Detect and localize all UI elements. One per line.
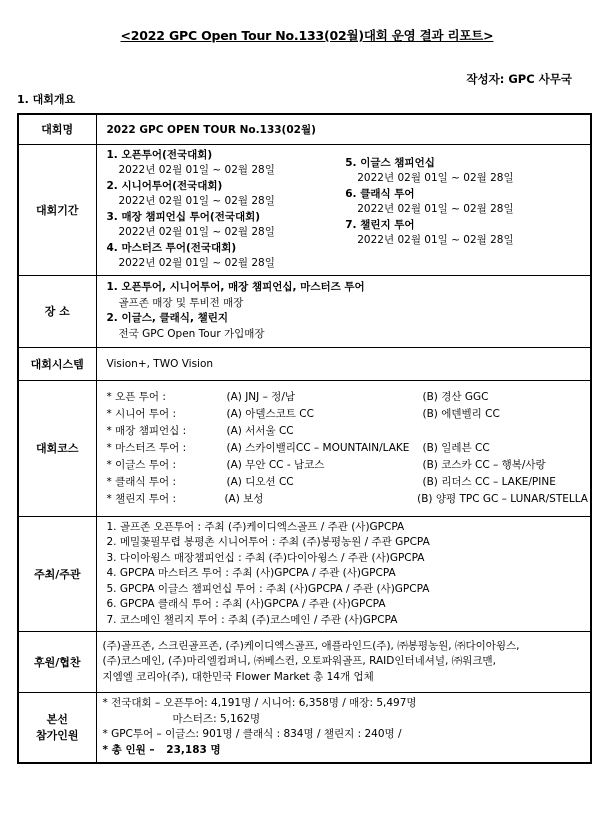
period-item-date: 2022년 02월 01일 ~ 02월 28일 — [357, 172, 514, 184]
host-line: 1. 골프존 오픈투어 : 주최 (주)케이디엑스골프 / 주관 (사)GPCPA — [106, 520, 405, 533]
value-participants — [96, 693, 591, 763]
period-item-date: 2022년 02월 01일 ~ 02월 28일 — [357, 234, 514, 246]
value-system: Vision+, TWO Vision — [96, 347, 591, 380]
label-venue: 장 소 — [18, 275, 96, 347]
label-period: 대회기간 — [18, 144, 96, 275]
venue-item-name: 1. 오픈투어, 시니어투어, 매장 챔피언십, 마스터즈 투어 — [106, 281, 365, 293]
period-item-date: 2022년 02월 01일 ~ 02월 28일 — [357, 203, 514, 215]
label-system: 대회시스템 — [18, 347, 96, 380]
value-courses — [96, 380, 591, 516]
row-sponsors — [18, 632, 591, 693]
course-tour: * 클래식 투어 : — [106, 475, 177, 488]
period-item-name: 1. 오픈투어(전국대회) — [106, 148, 213, 161]
label-participants — [18, 693, 96, 763]
row-hosts — [18, 516, 591, 632]
period-item-date: 2022년 02월 01일 ~ 02월 28일 — [118, 164, 275, 176]
period-right-column — [345, 148, 584, 272]
venue-item-desc: 골프존 매장 및 투비전 매장 — [118, 296, 244, 309]
period-item-date: 2022년 02월 01일 ~ 02월 28일 — [118, 226, 275, 238]
course-row — [107, 474, 589, 491]
host-line: 6. GPCPA 클래식 투어 : 주최 (사)GPCPA / 주관 (사)GPCPA — [106, 598, 386, 610]
course-tour: * 이글스 투어 : — [106, 458, 177, 471]
label-hosts: 주최/주관 — [18, 516, 96, 632]
label-name: 대회명 — [18, 114, 96, 144]
label-participants-1: 본선 — [46, 713, 68, 727]
sponsor-line: 지엠엘 코리아(주), 대한민국 Flower Market 총 14개 업체 — [102, 670, 374, 683]
participants-line-1: * 전국대회 – 오픈투어: 4,191명 / 시니어: 6,358명 / 매장: 5,497명 — [102, 697, 417, 710]
period-item-name: 3. 매장 챔피언십 투어(전국대회) — [106, 210, 261, 223]
participants-line-2: 마스터즈: 5,162명 — [172, 712, 261, 725]
sponsor-line: (주)골프존, 스크린골프존, (주)케이디엑스골프, 애플라인드(주), ㈜봉평농원, ㈜다이아윙스, — [102, 639, 520, 652]
venue-item-desc: 전국 GPC Open Tour 가입매장 — [118, 327, 265, 340]
row-venue — [18, 275, 591, 347]
course-row — [107, 440, 589, 457]
label-sponsors: 후원/협찬 — [18, 632, 96, 693]
course-a: (A) 스카이밸리CC – MOUNTAIN/LAKE — [226, 441, 410, 454]
period-left-column — [107, 148, 346, 272]
venue-item-name: 2. 이글스, 클래식, 챌린지 — [106, 312, 229, 324]
course-b: (B) 코스카 CC – 행복/사랑 — [422, 458, 546, 471]
value-period — [96, 144, 591, 275]
row-system — [18, 347, 591, 380]
label-courses: 대회코스 — [18, 380, 96, 516]
host-line: 7. 코스메인 챌리지 투어 : 주최 (주)코스메인 / 주관 (사)GPCPA — [106, 613, 398, 626]
course-row — [107, 423, 589, 440]
row-courses — [18, 380, 591, 516]
course-a: (A) 보성 — [224, 492, 264, 505]
period-item-name: 6. 클래식 투어 — [345, 187, 415, 200]
report-title: <2022 GPC Open Tour No.133(02월)대회 운영 결과 리포트> — [120, 28, 494, 43]
section-heading: 1. 대회개요 — [17, 93, 76, 106]
course-tour: * 시니어 투어 : — [106, 407, 177, 420]
author-line: 작성자: GPC 사무국 — [466, 72, 572, 86]
course-b: (B) 에덴벨리 CC — [422, 407, 500, 420]
participants-total-prefix: * 총 인원 – — [102, 743, 155, 756]
course-a: (A) 무안 CC - 남코스 — [226, 458, 325, 471]
participants-line-3: * GPC투어 – 이글스: 901명 / 클래식 : 834명 / 챌린지 : 240명 / — [102, 728, 402, 741]
label-participants-2: 참가인원 — [35, 729, 79, 743]
period-item-name: 5. 이글스 챔피언십 — [345, 156, 435, 169]
course-a: (A) JNJ – 정/남 — [226, 390, 296, 403]
period-item-date: 2022년 02월 01일 ~ 02월 28일 — [118, 195, 275, 207]
participants-total — [103, 743, 585, 759]
period-item-name: 4. 마스터즈 투어(전국대회) — [106, 241, 237, 254]
value-sponsors — [96, 632, 591, 693]
row-participants — [18, 693, 591, 763]
host-line: 2. 메밀꽃필무렵 봉평촌 시니어투어 : 주최 (주)봉평농원 / 주관 GPCPA — [106, 536, 430, 548]
course-b: (B) 리더스 CC – LAKE/PINE — [422, 475, 556, 488]
value-venue — [96, 275, 591, 347]
overview-table — [17, 113, 592, 764]
course-row — [107, 389, 589, 406]
host-line: 5. GPCPA 이글스 챔피언십 투어 : 주최 (사)GPCPA / 주관 (사)GPCPA — [106, 582, 430, 595]
period-item-name: 2. 시니어투어(전국대회) — [106, 179, 223, 192]
course-tour: * 오픈 투어 : — [106, 390, 166, 403]
course-a: (A) 아델스코트 CC — [226, 407, 314, 420]
participants-total-value: 23,183 명 — [166, 743, 221, 756]
course-row — [107, 406, 589, 423]
course-row — [107, 491, 589, 508]
row-name — [18, 114, 591, 144]
value-hosts — [96, 516, 591, 632]
course-tour: * 챌린지 투어 : — [106, 492, 177, 505]
course-b — [423, 423, 589, 440]
period-item-date: 2022년 02월 01일 ~ 02월 28일 — [118, 257, 275, 269]
course-tour: * 매장 챔피언십 : — [106, 424, 187, 437]
host-line: 4. GPCPA 마스터즈 투어 : 주최 (사)GPCPA / 주관 (사)GPCPA — [106, 567, 396, 579]
course-tour: * 마스터즈 투어 : — [106, 441, 187, 454]
host-line: 3. 다이아윙스 매장챔피언십 : 주최 (주)다이아윙스 / 주관 (사)GPCPA — [106, 551, 425, 564]
value-name: 2022 GPC OPEN TOUR No.133(02월) — [96, 114, 591, 144]
course-b: (B) 양평 TPC GC – LUNAR/STELLA — [417, 492, 588, 505]
sponsor-line: (주)코스메인, (주)마리엘컴퍼니, ㈜베스컨, 오토파워골프, RAID인터네셔널, ㈜워크맨, — [102, 655, 496, 668]
course-a: (A) 디오션 CC — [226, 475, 294, 488]
course-b: (B) 일레븐 CC — [422, 441, 490, 454]
course-a: (A) 서서울 CC — [226, 424, 294, 437]
course-row — [107, 457, 589, 474]
row-period — [18, 144, 591, 275]
course-b: (B) 경산 GGC — [422, 390, 489, 403]
period-item-name: 7. 챌린지 투어 — [345, 218, 415, 231]
